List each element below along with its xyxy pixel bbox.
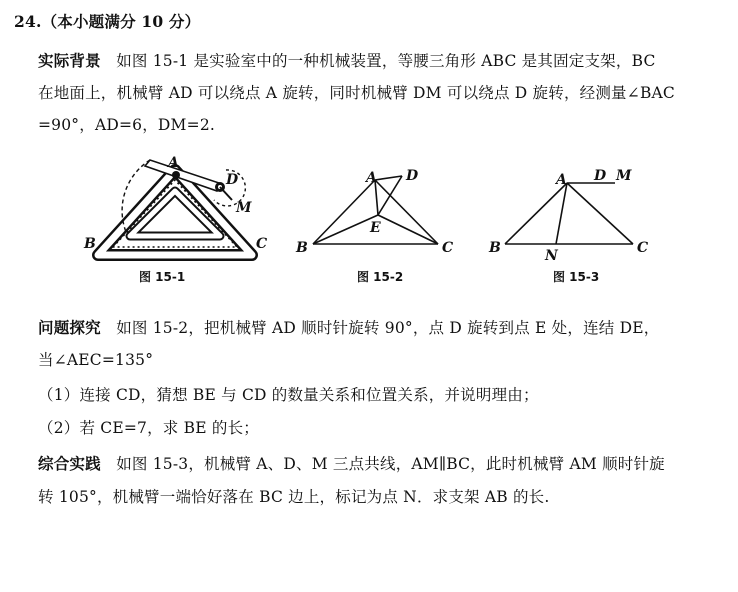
inquiry-text-1: 如图 15-2，把机械臂 AD 顺时针旋转 90°，点 D 旋转到点 E 处，连结 DE， [116,319,660,337]
fig1-label-B: B [84,236,96,252]
question-2: （2）若 CE=7，求 BE 的长； [38,419,259,437]
fig3-label-B: B [489,240,501,256]
fig3-label-D: D [594,168,607,184]
fig1-label-A: A [168,155,179,171]
fig2-label-A: A [366,170,377,186]
fig1-caption: 图 15-1 [139,270,186,284]
fig3-lines [505,183,633,244]
practice-line-1 [38,454,665,474]
fig1-label-M: M [236,200,252,216]
fig3-label-A: A [556,172,567,188]
background-line-3: =90°，AD=6，DM=2. [38,116,216,134]
inquiry-line-2: 当∠AEC=135° [38,351,154,369]
inquiry-heading: 问题探究 [38,318,101,337]
fig3-label-M: M [616,168,632,184]
fig2-label-C: C [442,240,454,256]
question-1: （1）连接 CD，猜想 BE 与 CD 的数量关系和位置关系，并说明理由； [38,386,539,404]
inquiry-line-1 [38,318,659,338]
background-heading: 实际背景 [38,51,101,70]
practice-text-1: 如图 15-3，机械臂 A、D、M 三点共线，AM∥BC，此时机械臂 AM 顺时针旋 [116,455,665,473]
practice-line-2: 转 105°，机械臂一端恰好落在 BC 边上，标记为点 N．求支架 AB 的长. [38,488,550,506]
fig3-label-C: C [637,240,649,256]
background-line-2: 在地面上，机械臂 AD 可以绕点 A 旋转，同时机械臂 DM 可以绕点 D 旋转，经测量∠BAC [38,84,675,102]
fig1-label-D: D [226,172,239,188]
fig2-label-B: B [296,240,308,256]
fig1-label-C: C [256,236,268,252]
fig2-label-D: D [406,168,419,184]
fig3-caption: 图 15-3 [553,270,600,284]
practice-heading: 综合实践 [38,454,101,473]
problem-title: 24.（本小题满分 10 分） [14,12,201,31]
fig2-caption: 图 15-2 [357,270,404,284]
fig3-label-N: N [545,248,558,264]
background-text-1: 如图 15-1 是实验室中的一种机械装置，等腰三角形 ABC 是其固定支架，BC [116,52,656,70]
fig2-label-E: E [370,220,381,236]
